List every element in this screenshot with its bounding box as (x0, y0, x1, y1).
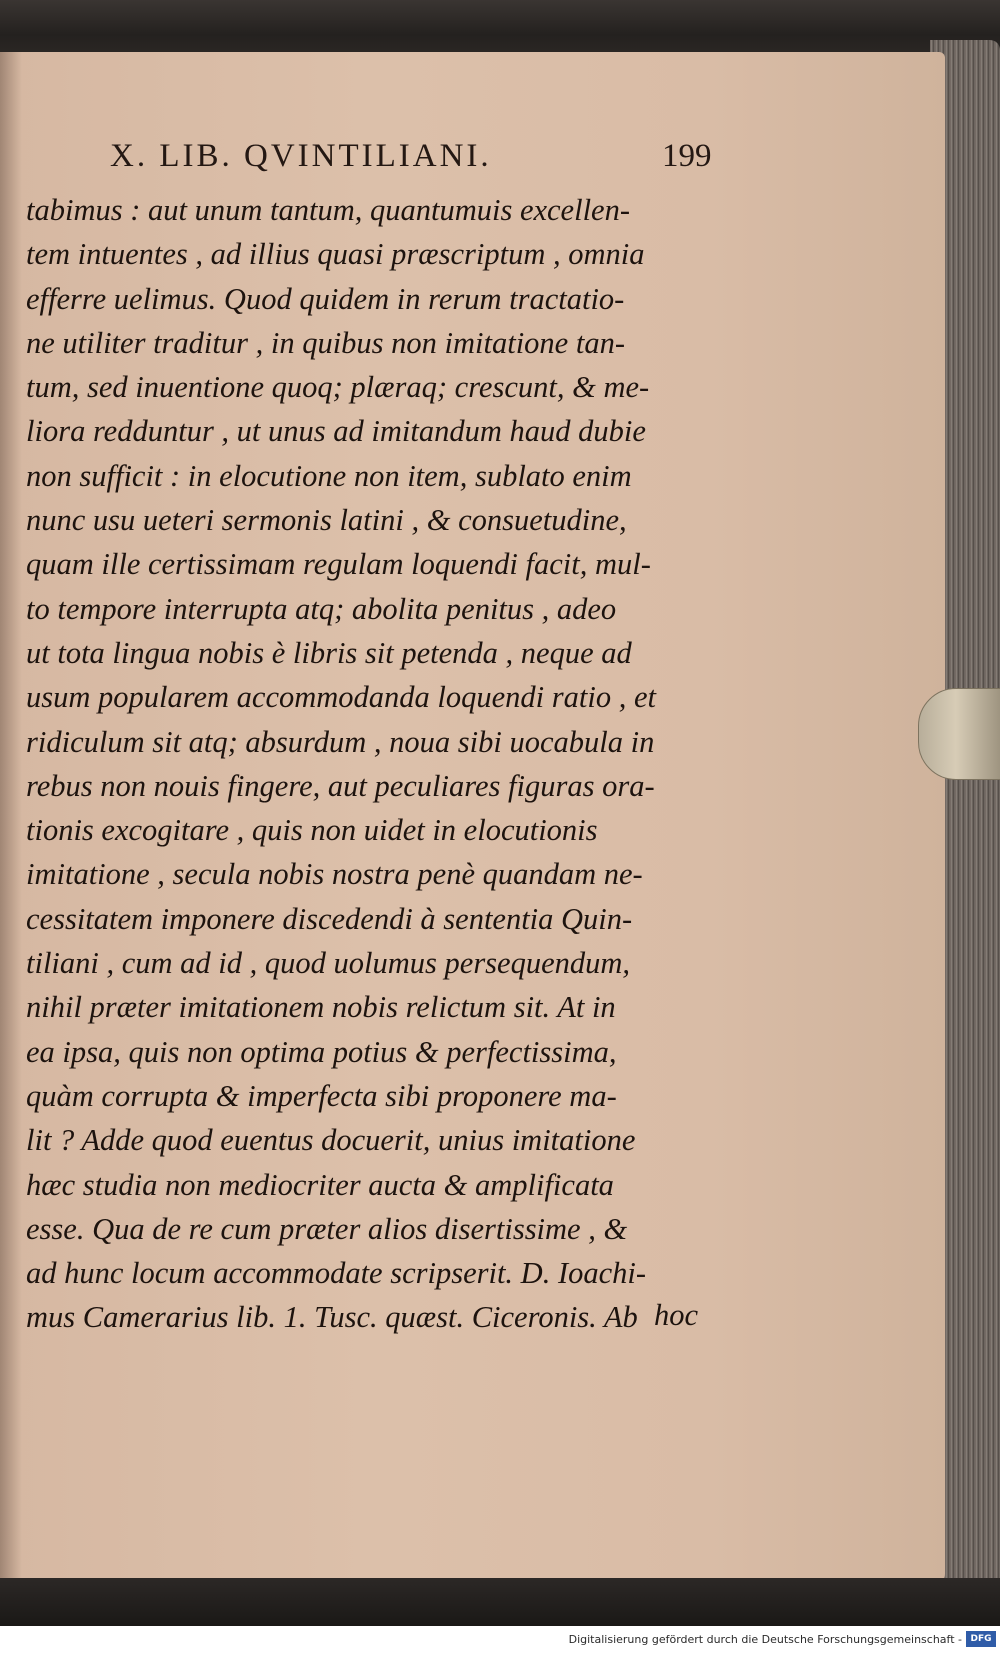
text-line: usum popularem accommodanda loquendi ratio , et (26, 680, 656, 715)
text-line: ea ipsa, quis non optima potius & perfectissima, (26, 1034, 617, 1069)
text-line: nihil præter imitationem nobis relictum sit. At in (26, 990, 616, 1025)
text-line: liora redduntur , ut unus ad imitandum haud dubie (26, 414, 646, 449)
text-line: quàm corrupta & imperfecta sibi proponere ma- (26, 1078, 617, 1113)
text-line: hæc studia non mediocriter aucta & amplificata (26, 1167, 614, 1202)
text-line: ad hunc locum accommodate scripserit. D. Ioachi- (26, 1256, 647, 1291)
gutter-shadow (0, 52, 22, 1584)
text-line: mus Camerarius lib. 1. Tusc. quæst. Ciceronis. Ab (26, 1300, 638, 1335)
text-line: cessitatem imponere discedendi à sententia Quin- (26, 901, 633, 936)
text-line: nunc usu ueteri sermonis latini , & consuetudine, (26, 503, 627, 538)
text-line: esse. Qua de re cum præter alios disertissime , & (26, 1211, 628, 1246)
text-line: tum, sed inuentione quoq; plæraq; crescunt, & me- (26, 370, 650, 405)
catchword: hoc (654, 1298, 699, 1332)
body-text (26, 188, 706, 1340)
text-line: imitatione , secula nobis nostra penè quandam ne- (26, 857, 643, 892)
running-head: X. LIB. QVINTILIANI. (110, 138, 492, 174)
book-cover-bottom (0, 1578, 1000, 1626)
text-line: to tempore interrupta atq; abolita penitus , adeo (26, 591, 617, 626)
text-line: tabimus : aut unum tantum, quantumuis excellen- (26, 193, 630, 227)
text-line: lit ? Adde quod euentus docuerit, unius imitatione (26, 1123, 636, 1158)
page-number: 199 (662, 138, 712, 174)
text-line: ridiculum sit atq; absurdum , noua sibi uocabula in (26, 724, 655, 759)
page-clip (918, 688, 1000, 780)
text-line: non sufficit : in elocutione non item, sublato enim (26, 458, 632, 493)
book-cover-top (0, 0, 1000, 58)
text-line: tionis excogitare , quis non uidet in elocutionis (26, 813, 598, 848)
text-line: quam ille certissimam regulam loquendi facit, mul- (26, 547, 651, 582)
dfg-logo: DFG (966, 1631, 996, 1647)
text-line: tiliani , cum ad id , quod uolumus persequendum, (26, 946, 631, 981)
digitization-footer (0, 1626, 1000, 1654)
text-line: efferre uelimus. Quod quidem in rerum tractatio- (26, 281, 625, 316)
text-line: ut tota lingua nobis è libris sit petenda , neque ad (26, 635, 632, 670)
text-line: ne utiliter traditur , in quibus non imitatione tan- (26, 325, 625, 360)
text-line: tem intuentes , ad illius quasi præscriptum , omnia (26, 237, 645, 272)
funding-notice: Digitalisierung gefördert durch die Deutsche Forschungsgemeinschaft - (568, 1633, 962, 1646)
text-line: rebus non nouis fingere, aut peculiares figuras ora- (26, 768, 655, 803)
